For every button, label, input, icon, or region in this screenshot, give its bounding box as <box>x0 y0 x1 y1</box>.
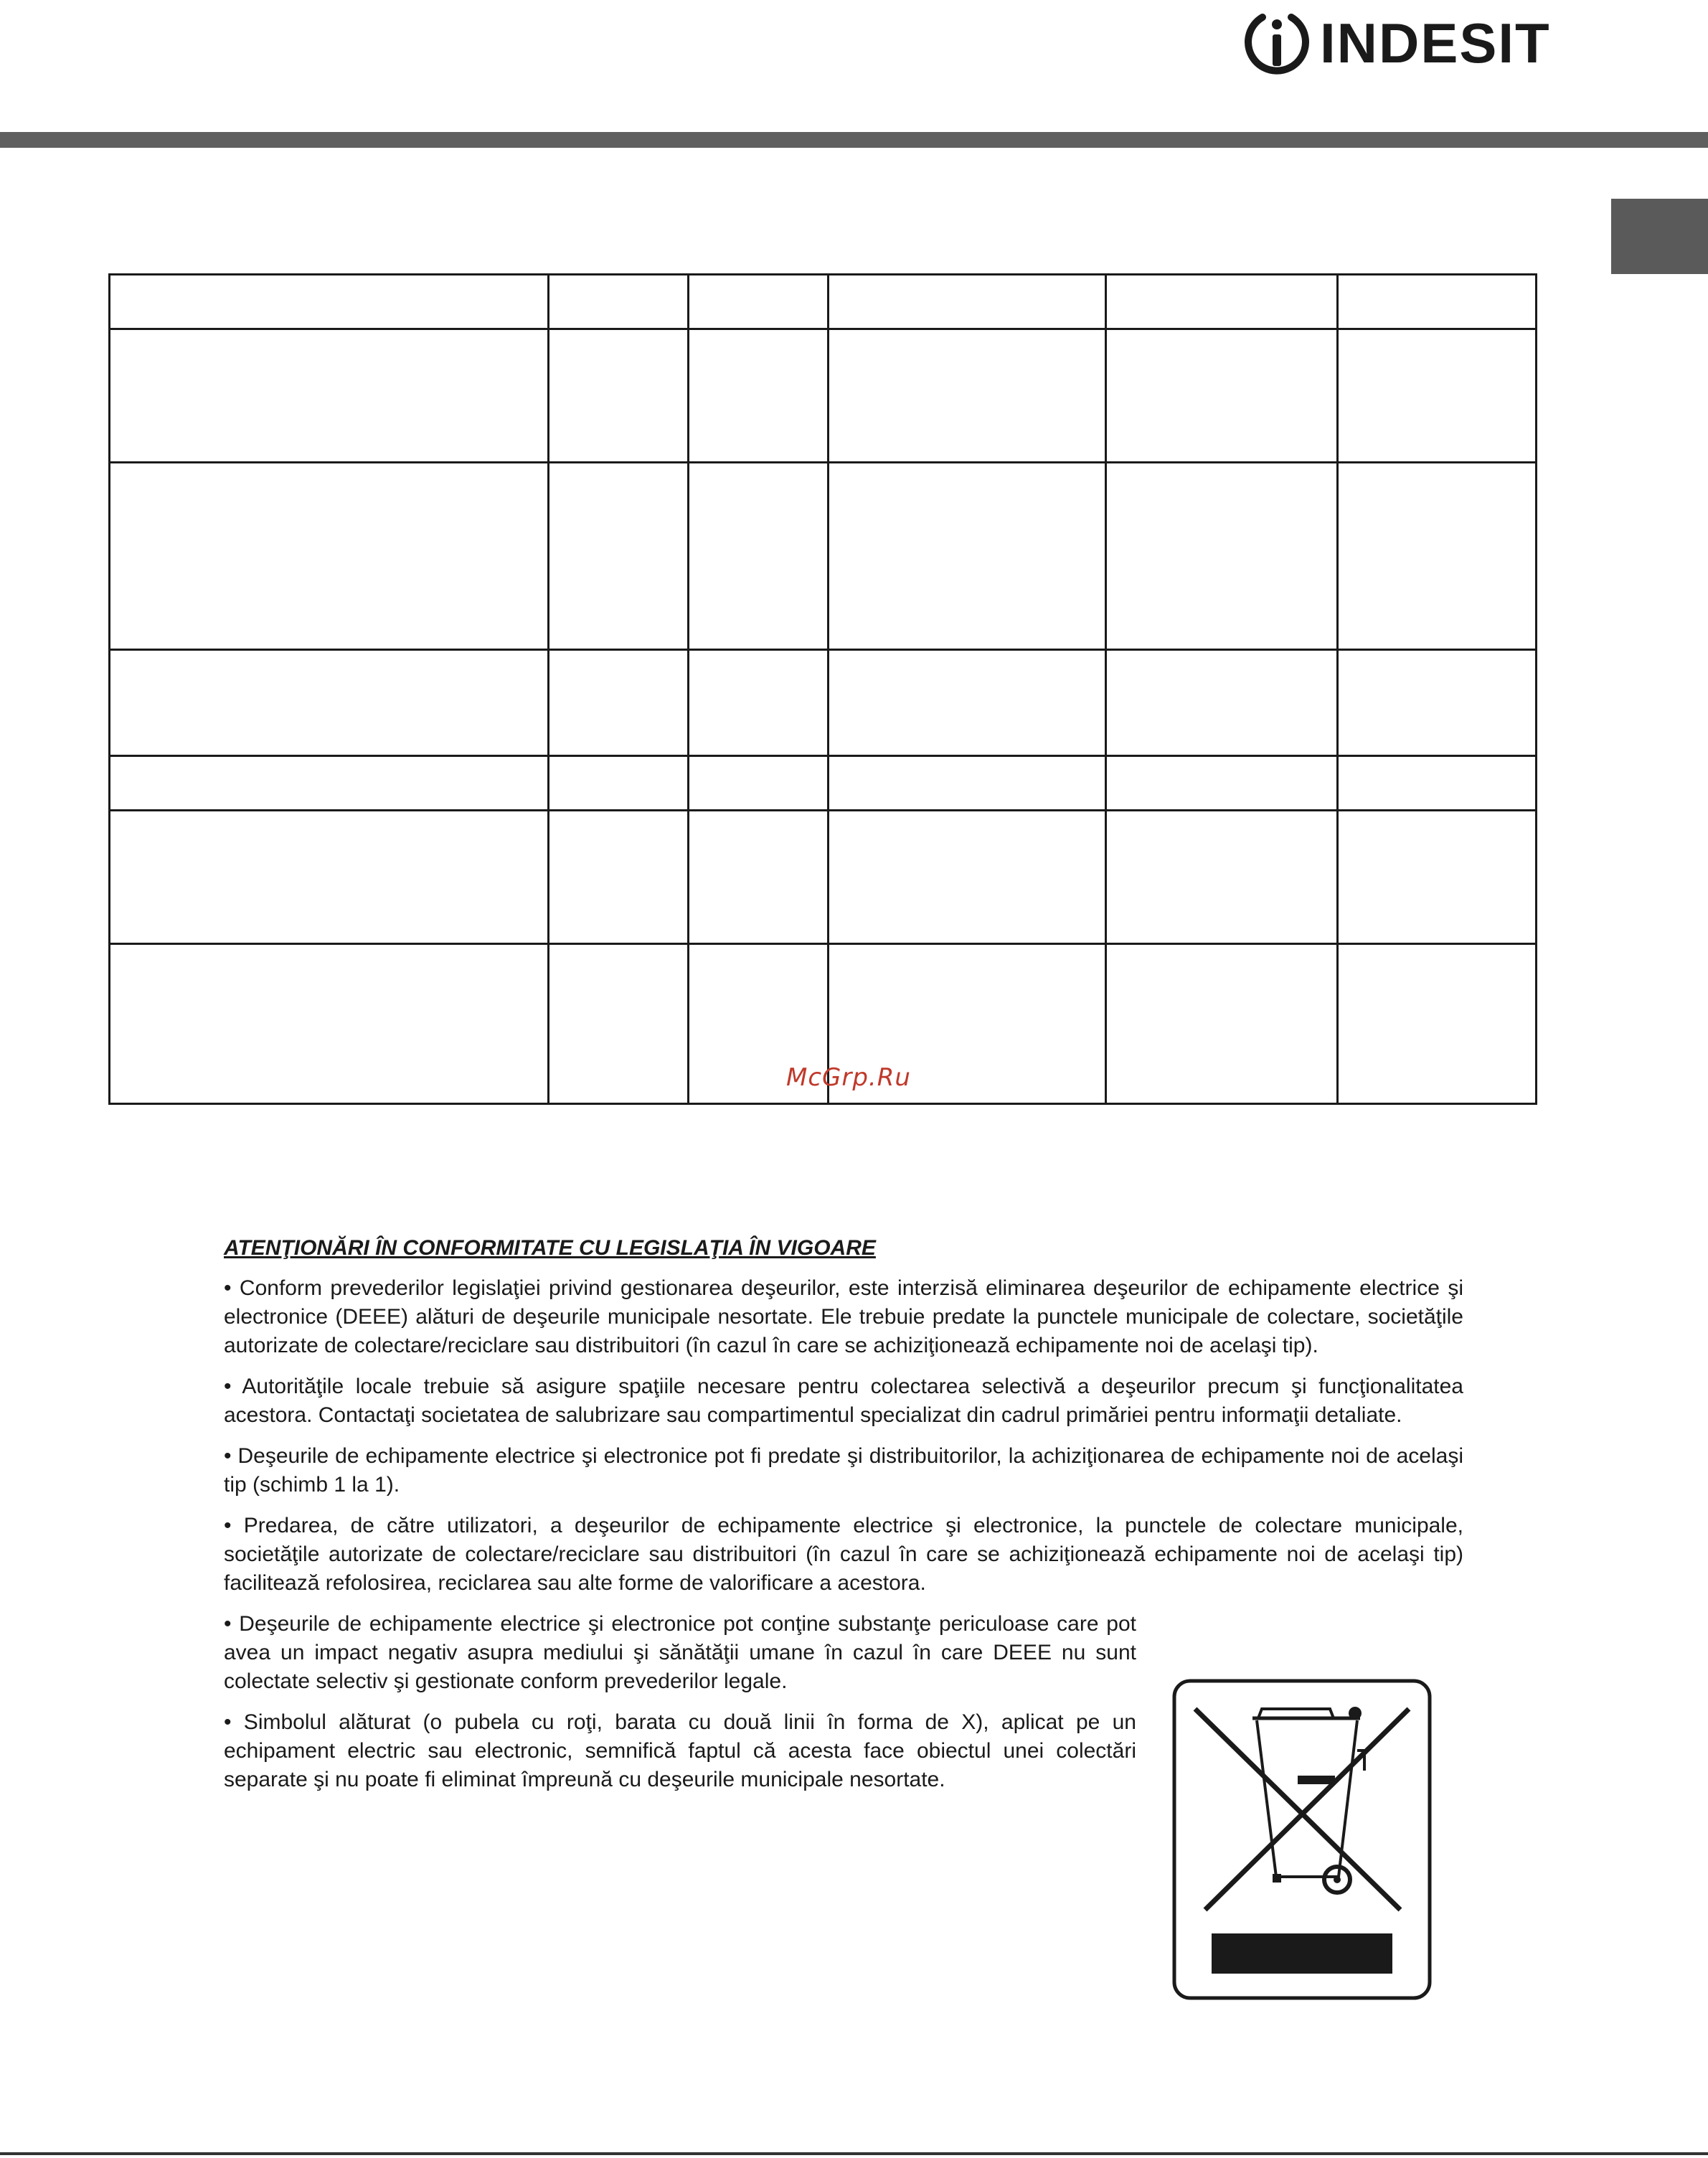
footer-rule <box>0 2152 1708 2155</box>
table-cell <box>1106 463 1338 650</box>
table-cell <box>1338 650 1537 756</box>
table-cell <box>689 463 829 650</box>
table-cell <box>549 811 689 944</box>
indesit-circle-i-icon <box>1241 7 1313 79</box>
watermark-text: McGrp.Ru <box>786 1063 911 1092</box>
table-cell <box>549 329 689 463</box>
table-cell <box>110 811 549 944</box>
table-row <box>110 329 1537 463</box>
brand-name: INDESIT <box>1320 11 1551 75</box>
table-cell <box>689 756 829 811</box>
table-cell <box>549 463 689 650</box>
table-cell <box>1338 811 1537 944</box>
table-cell <box>110 463 549 650</box>
table-cell <box>549 650 689 756</box>
table-row <box>110 811 1537 944</box>
legal-paragraph: • Deşeurile de echipamente electrice şi electronice pot conţine substanţe periculoase care pot avea un impact negativ asupra mediului şi sănătăţii umane în cazul în care DEEE nu sunt colectate selectiv şi gestionate conform prevederilor legale. <box>224 1612 1136 1693</box>
legal-paragraph: • Simbolul alăturat (o pubela cu roţi, barata cu două linii în forma de X), aplicat pe un echipament electric sau electronic, semnifică faptul că acesta face obiectul unei colectări separate şi nu poate fi eliminat împreună cu deşeurile municipale nesortate. <box>224 1710 1136 1791</box>
table-row <box>110 463 1537 650</box>
table-cell <box>110 944 549 1104</box>
table-cell <box>1338 275 1537 329</box>
table-cell <box>549 275 689 329</box>
table-cell <box>1106 275 1338 329</box>
table-cell <box>1106 756 1338 811</box>
specification-grid <box>108 273 1537 1105</box>
table-cell <box>1338 944 1537 1104</box>
table-cell <box>829 650 1106 756</box>
table-cell <box>829 275 1106 329</box>
table-cell <box>829 756 1106 811</box>
section-tab-marker <box>1611 199 1708 274</box>
table-cell <box>689 650 829 756</box>
legal-paragraph: • Deşeurile de echipamente electrice şi electronice pot fi predate şi distribuitorilor, la achiziţionarea de echipamente noi de acelaşi tip (schimb 1 la 1). <box>224 1444 1463 1497</box>
table-cell <box>110 329 549 463</box>
table-cell <box>829 811 1106 944</box>
table-cell <box>1106 329 1338 463</box>
table-cell <box>1338 756 1537 811</box>
table-cell <box>549 944 689 1104</box>
table-cell <box>689 811 829 944</box>
table-cell <box>689 275 829 329</box>
table-row <box>110 756 1537 811</box>
table-cell <box>110 275 549 329</box>
table-cell <box>1106 944 1338 1104</box>
table-row <box>110 650 1537 756</box>
legal-paragraph: • Predarea, de către utilizatori, a deşeurilor de echipamente electrice şi electronice, la punctele de colectare municipale, societăţile autorizate de colectare/reciclare sau distribuitori (în cazul în care se achiziţionează echipamente noi de acelaşi tip) facilitează refolosirea, reciclarea sau alte forme de valorificare a acestora. <box>224 1514 1463 1595</box>
table-cell <box>1106 811 1338 944</box>
table-cell <box>110 756 549 811</box>
table-cell <box>829 463 1106 650</box>
table-cell <box>829 329 1106 463</box>
legal-heading: ATENŢIONĂRI ÎN CONFORMITATE CU LEGISLAŢIA ÎN VIGOARE <box>224 1236 876 1260</box>
crossed-out-wheelie-bin-icon <box>1172 1679 1432 2000</box>
header-divider-bar <box>0 132 1708 148</box>
table-cell <box>1338 463 1537 650</box>
legal-paragraph: • Autorităţile locale trebuie să asigure spaţiile necesare pentru colectarea selectivă a deşeurilor precum şi funcţionalitatea acestora. Contactaţi societatea de salubrizare sau compartimentul specializat din cadrul primăriei pentru informaţii detaliate. <box>224 1375 1463 1427</box>
table-cell <box>1106 650 1338 756</box>
table-cell <box>689 329 829 463</box>
table-cell <box>110 650 549 756</box>
legal-paragraph: • Conform prevederilor legislaţiei privind gestionarea deşeurilor, este interzisă eliminarea deşeurilor de echipamente electrice şi electronice (DEEE) alături de deşeurile municipale nesortate. Ele trebuie predate la punctele municipale de colectare, societăţile autorizate de colectare/reciclare sau distribuitori (în cazul în care se achiziţionează echipamente noi de acelaşi tip). <box>224 1276 1463 1357</box>
brand-logo <box>1241 4 1557 83</box>
table-cell <box>1338 329 1537 463</box>
table-row <box>110 275 1537 329</box>
table-cell <box>549 756 689 811</box>
